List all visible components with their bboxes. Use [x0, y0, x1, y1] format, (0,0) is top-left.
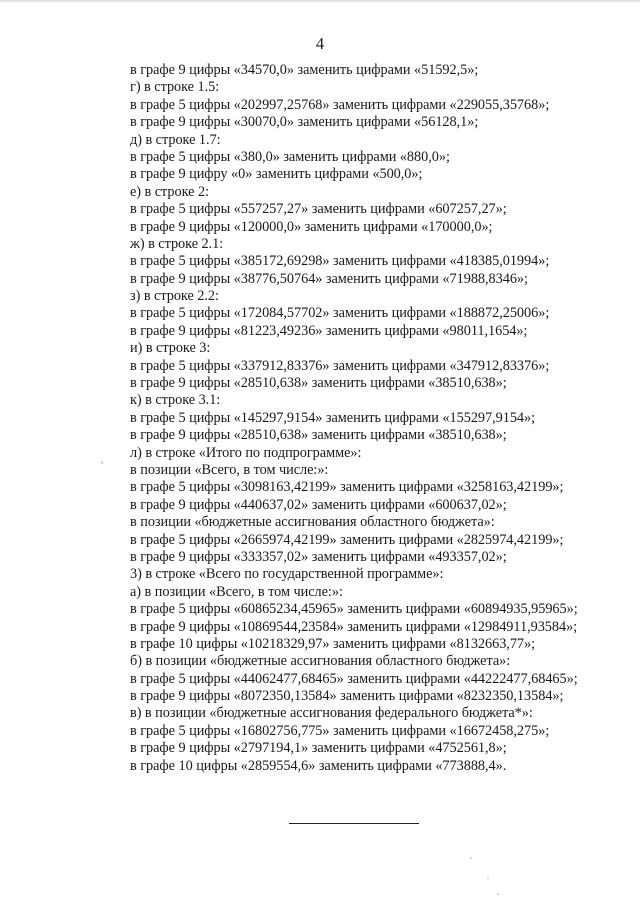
document-line: в графе 9 цифры «34570,0» заменить цифрами «51592,5»; [130, 62, 479, 78]
document-line: д) в строке 1.7: [130, 131, 221, 148]
document-line: в графе 5 цифры «172084,57702» заменить цифрами «188872,25006»; [130, 305, 550, 322]
document-line: г) в строке 1.5: [130, 79, 220, 96]
scan-speck-mark [470, 857, 472, 859]
document-line: в графе 9 цифры «28510,638» заменить цифрами «38510,638»; [130, 375, 507, 392]
document-line: в графе 10 цифры «2859554,6» заменить цифрами «773888,4». [130, 757, 507, 774]
document-line: в графе 5 цифры «2665974,42199» заменить цифрами «2825974,42199»; [130, 531, 564, 548]
document-line: в графе 9 цифры «440637,02» заменить цифрами «600637,02»; [130, 496, 507, 513]
scan-top-edge [0, 0, 640, 3]
document-line: в графе 9 цифры «10869544,23584» заменить цифрами «12984911,93584»; [130, 618, 578, 635]
document-line: в графе 9 цифры «120000,0» заменить цифрами «170000,0»; [130, 218, 493, 235]
document-line: в позиции «Всего, в том числе:»: [130, 461, 329, 478]
document-line: з) в строке 2.2: [130, 288, 219, 305]
document-line: в графе 5 цифры «60865234,45965» заменить цифрами «60894935,95965»; [130, 601, 578, 618]
scan-speck-mark [487, 877, 489, 879]
document-line: и) в строке 3: [130, 340, 211, 357]
document-line: в графе 9 цифру «0» заменить цифрами «500,0»; [130, 166, 423, 183]
document-line: в позиции «бюджетные ассигнования областного бюджета»: [130, 514, 495, 531]
document-line: б) в позиции «бюджетные ассигнования областного бюджета»: [130, 653, 511, 670]
document-line: в графе 10 цифры «10218329,97» заменить цифрами «8132663,77»; [130, 635, 536, 652]
document-body [130, 62, 635, 775]
document-line: в графе 5 цифры «44062477,68465» заменить цифрами «44222477,68465»; [130, 670, 578, 687]
document-line: в графе 9 цифры «8072350,13584» заменить цифрами «8232350,13584»; [130, 688, 564, 705]
scan-speck-mark [101, 461, 103, 464]
document-line: в графе 9 цифры «28510,638» заменить цифрами «38510,638»; [130, 427, 507, 444]
document-line: в графе 5 цифры «337912,83376» заменить цифрами «347912,83376»; [130, 357, 550, 374]
document-line: в) в позиции «бюджетные ассигнования федерального бюджета*»: [130, 705, 533, 722]
document-line: в графе 9 цифры «38776,50764» заменить цифрами «71988,8346»; [130, 270, 528, 287]
page-number: 4 [315, 34, 325, 53]
document-line: а) в позиции «Всего, в том числе:»: [130, 583, 343, 600]
document-line: в графе 5 цифры «16802756,775» заменить цифрами «16672458,275»; [130, 722, 550, 739]
document-line: в графе 5 цифры «385172,69298» заменить цифрами «418385,01994»; [130, 253, 550, 270]
document-line: 3) в строке «Всего по государственной программе»: [130, 566, 444, 583]
document-line: л) в строке «Итого по подпрограмме»: [130, 444, 362, 461]
document-line: е) в строке 2: [130, 183, 210, 200]
document-line: ж) в строке 2.1: [130, 235, 224, 252]
scan-speck-mark [497, 893, 499, 895]
document-line: в графе 9 цифры «2797194,1» заменить цифрами «4752561,8»; [130, 740, 507, 757]
document-line: в графе 5 цифры «3098163,42199» заменить цифрами «3258163,42199»; [130, 479, 564, 496]
document-line: в графе 5 цифры «202997,25768» заменить цифрами «229055,35768»; [130, 96, 550, 113]
document-line: в графе 9 цифры «333357,02» заменить цифрами «493357,02»; [130, 548, 507, 565]
document-line: в графе 5 цифры «145297,9154» заменить цифрами «155297,9154»; [130, 409, 536, 426]
document-line: в графе 5 цифры «380,0» заменить цифрами «880,0»; [130, 148, 450, 165]
document-line: в графе 5 цифры «557257,27» заменить цифрами «607257,27»; [130, 201, 507, 218]
document-line: к) в строке 3.1: [130, 392, 221, 409]
end-separator-line [289, 823, 419, 824]
document-line: в графе 9 цифры «81223,49236» заменить цифрами «98011,1654»; [130, 322, 528, 339]
document-line: в графе 9 цифры «30070,0» заменить цифрами «56128,1»; [130, 114, 479, 131]
